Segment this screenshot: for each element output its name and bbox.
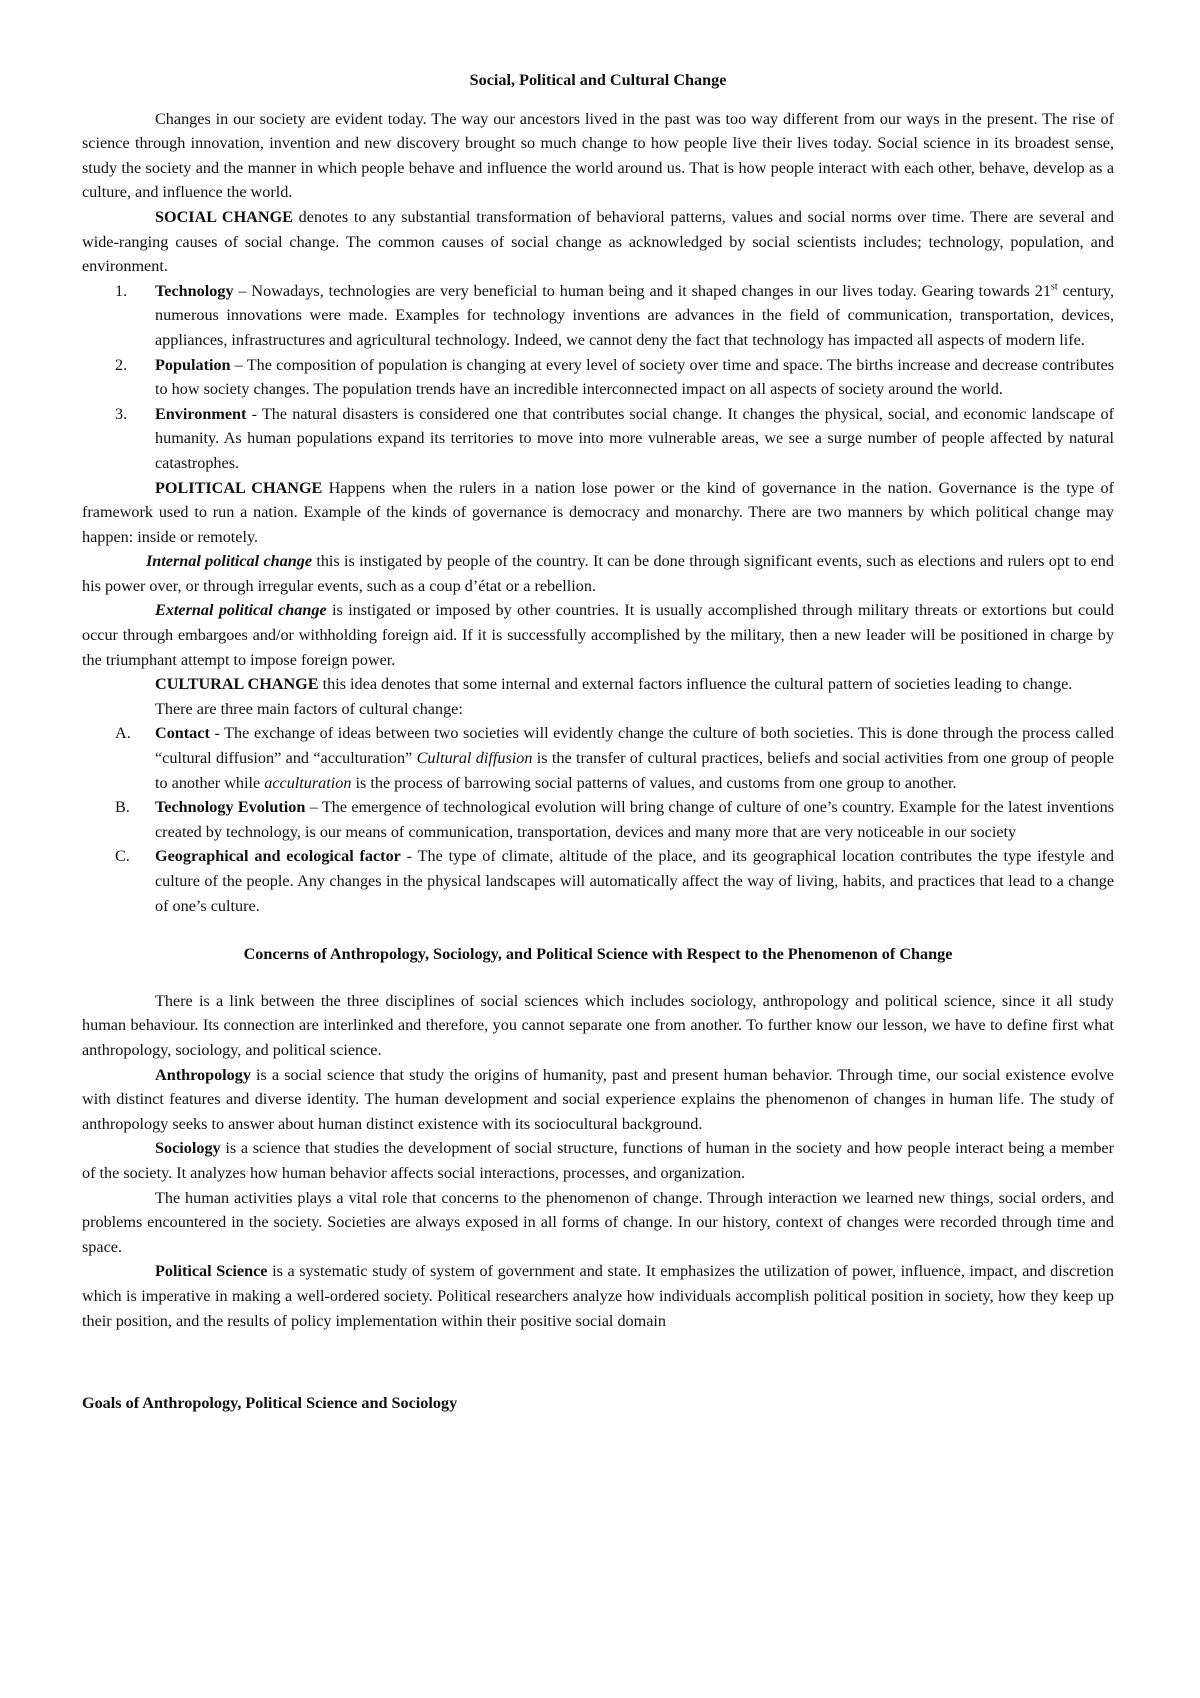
human-activities-paragraph: The human activities plays a vital role that concerns to the phenomenon of change. Through interaction we learned new things, social orders, and problems encountered in the society. Societies are always exposed in all forms of change. In our history, context of changes were recorded through time and space. <box>82 1188 1114 1256</box>
section-heading-concerns: Concerns of Anthropology, Sociology, and Political Science with Respect to the Phenomenon of Change <box>243 945 953 964</box>
item-text: The exchange of ideas between two societies will evidently change the culture of both societies. This is done through the process called “cultural diffusion” and “acculturation” <box>155 724 1114 768</box>
item-text-cont: is the transfer of cultural practices, beliefs and social activities from one group of people to another while <box>155 749 1114 792</box>
external-political-change-term: External political change <box>155 601 327 620</box>
item-separator: - <box>400 847 418 866</box>
item-term: Population <box>155 355 231 374</box>
italic-term: acculturation <box>264 773 352 792</box>
item-separator: – <box>230 355 247 374</box>
disciplines-intro-paragraph: There is a link between the three disciplines of social sciences which includes sociology, anthropology and political science, since it all study human behaviour. Its connection are interlinked and therefore, you cannot separate one from another. To further know our lesson, we have to define first what anthropology, sociology, and political science. <box>82 991 1114 1059</box>
list-marker: 3. <box>115 404 128 423</box>
superscript: st <box>1050 281 1058 293</box>
list-marker: 2. <box>115 355 128 374</box>
sociology-paragraph <box>82 1136 1114 1185</box>
anthropology-term: Anthropology <box>155 1065 251 1084</box>
social-change-causes-list <box>82 279 1114 476</box>
political-science-text: is a systematic study of system of government and state. It emphasizes the utilization of power, influence, impact, and discretion which is imperative in making a well-ordered society. Political researchers analyze how individuals accomplish political position in society, how they keep up their position, and the results of policy implementation within their positive social domain <box>82 1262 1114 1330</box>
list-item <box>82 353 1114 402</box>
political-science-term: Political Science <box>155 1262 268 1281</box>
list-marker: A. <box>115 724 131 743</box>
political-change-paragraph <box>82 476 1114 550</box>
external-political-change-text: is instigated or imposed by other countries. It is usually accomplished through military threats or extortions but could occur through embargoes and/or withholding foreign aid. If it is successfully accomplished by the military, then a new leader will be positioned in charge by the triumphant attempt to impose foreign power. <box>82 601 1114 669</box>
item-term: Geographical and ecological factor <box>155 847 401 866</box>
anthropology-text: is a social science that study the origins of humanity, past and present human behavior. Through time, our social existence evolve with distinct features and diverse identity. The human development and social experience explains the phenomenon of changes in human life. The study of anthropology seeks to answer about human distinct existence with its sociocultural background. <box>82 1065 1114 1133</box>
item-text: The natural disasters is considered one that contributes social change. It changes the physical, social, and economic landscape of humanity. As human populations expand its territories to move into more vulnerable areas, we see a surge number of people affected by natural catastrophes. <box>155 404 1114 472</box>
social-change-text: denotes to any substantial transformation of behavioral patterns, values and social norms over time. There are several and wide-ranging causes of social change. The common causes of social change as acknowledged by social scientists includes; technology, population, and environment. <box>82 207 1114 276</box>
cultural-change-text: this idea denotes that some internal and external factors influence the cultural pattern of societies leading to change. <box>318 675 1073 694</box>
item-text-cont: is the process of barrowing social patterns of values, and customs from one group to another. <box>351 773 957 792</box>
item-separator: – <box>305 798 322 817</box>
list-item <box>82 721 1114 795</box>
item-separator: – <box>233 281 252 300</box>
item-text: The composition of population is changing at every level of society over time and space. The births increase and decrease contributes to how society changes. The population trends have an incredible interconnected impact on all aspects of society around the world. <box>155 355 1114 399</box>
external-political-change-paragraph <box>82 598 1114 672</box>
list-marker: C. <box>115 847 130 866</box>
social-change-term: SOCIAL CHANGE <box>155 207 293 226</box>
list-item <box>82 795 1114 844</box>
political-science-paragraph <box>82 1259 1114 1333</box>
item-term: Contact <box>155 724 210 743</box>
item-text: The type of climate, altitude of the place, and its geographical location contributes the type ifestyle and culture of the people. Any changes in the physical landscapes will automatically affect the way of living, habits, and practices that lead to a change of one’s culture. <box>155 847 1114 915</box>
cultural-change-paragraph <box>82 672 1114 697</box>
italic-term: Cultural diffusion <box>416 749 533 768</box>
cultural-change-factors-list <box>82 721 1114 918</box>
sociology-text: is a science that studies the development of social structure, functions of human in the society and how people interact being a member of the society. It analyzes how human behavior affects social interactions, processes, and organization. <box>82 1139 1114 1182</box>
political-change-text: Happens when the rulers in a nation lose power or the kind of governance in the nation. Governance is the type of framework used to run a nation. Example of the kinds of governance is democracy and monarchy. There are two manners by which political change may happen: inside or remotely. <box>82 478 1114 546</box>
item-text: Nowadays, technologies are very beneficial to human being and it shaped changes in our lives today. Gearing towards 21 <box>251 281 1051 300</box>
social-change-paragraph <box>82 205 1114 279</box>
item-separator: - <box>246 404 262 423</box>
list-item <box>82 279 1114 353</box>
list-item <box>82 402 1114 476</box>
internal-political-change-text: this is instigated by people of the country. It can be done through significant events, such as elections and rulers opt to end his power over, or through irregular events, such as a coup d’état or a rebellion. <box>82 552 1114 595</box>
list-item <box>82 844 1114 918</box>
political-change-term: POLITICAL CHANGE <box>155 478 323 497</box>
document-title: Social, Political and Cultural Change <box>469 71 727 89</box>
item-term: Technology Evolution <box>155 798 306 817</box>
anthropology-paragraph <box>82 1063 1114 1137</box>
cultural-factors-intro: There are three main factors of cultural change: <box>155 699 463 718</box>
item-text: The emergence of technological evolution will bring change of culture of one’s country. Example for the latest inventions created by technology, is our means of communication, transportation, devices and many more that are very noticeable in our society <box>155 798 1115 841</box>
internal-political-change-paragraph <box>82 549 1114 598</box>
item-term: Environment <box>155 404 247 423</box>
list-marker: B. <box>115 798 130 817</box>
intro-paragraph: Changes in our society are evident today. The way our ancestors lived in the past was too way different from our ways in the present. The rise of science through innovation, invention and new discovery brought so much change to how people live their lives today. Social science in its broadest sense, study the society and the manner in which people behave and influence the world around us. That is how people interact with each other, behave, develop as a culture, and influence the world. <box>82 109 1114 202</box>
internal-political-change-term: Internal political change <box>146 552 313 571</box>
item-separator: - <box>209 724 225 743</box>
sociology-term: Sociology <box>155 1139 221 1158</box>
list-marker: 1. <box>115 281 128 300</box>
item-text-cont: century, numerous innovations were made. Examples for technology inventions are advances in the field of communication, transportation, devices, appliances, infrastructures and agricultural technology. Indeed, we cannot deny the fact that technology has impacted all aspects of modern life. <box>155 281 1114 349</box>
item-term: Technology <box>155 281 234 300</box>
cultural-change-term: CULTURAL CHANGE <box>155 675 319 694</box>
section-heading-goals: Goals of Anthropology, Political Science and Sociology <box>82 1394 458 1413</box>
